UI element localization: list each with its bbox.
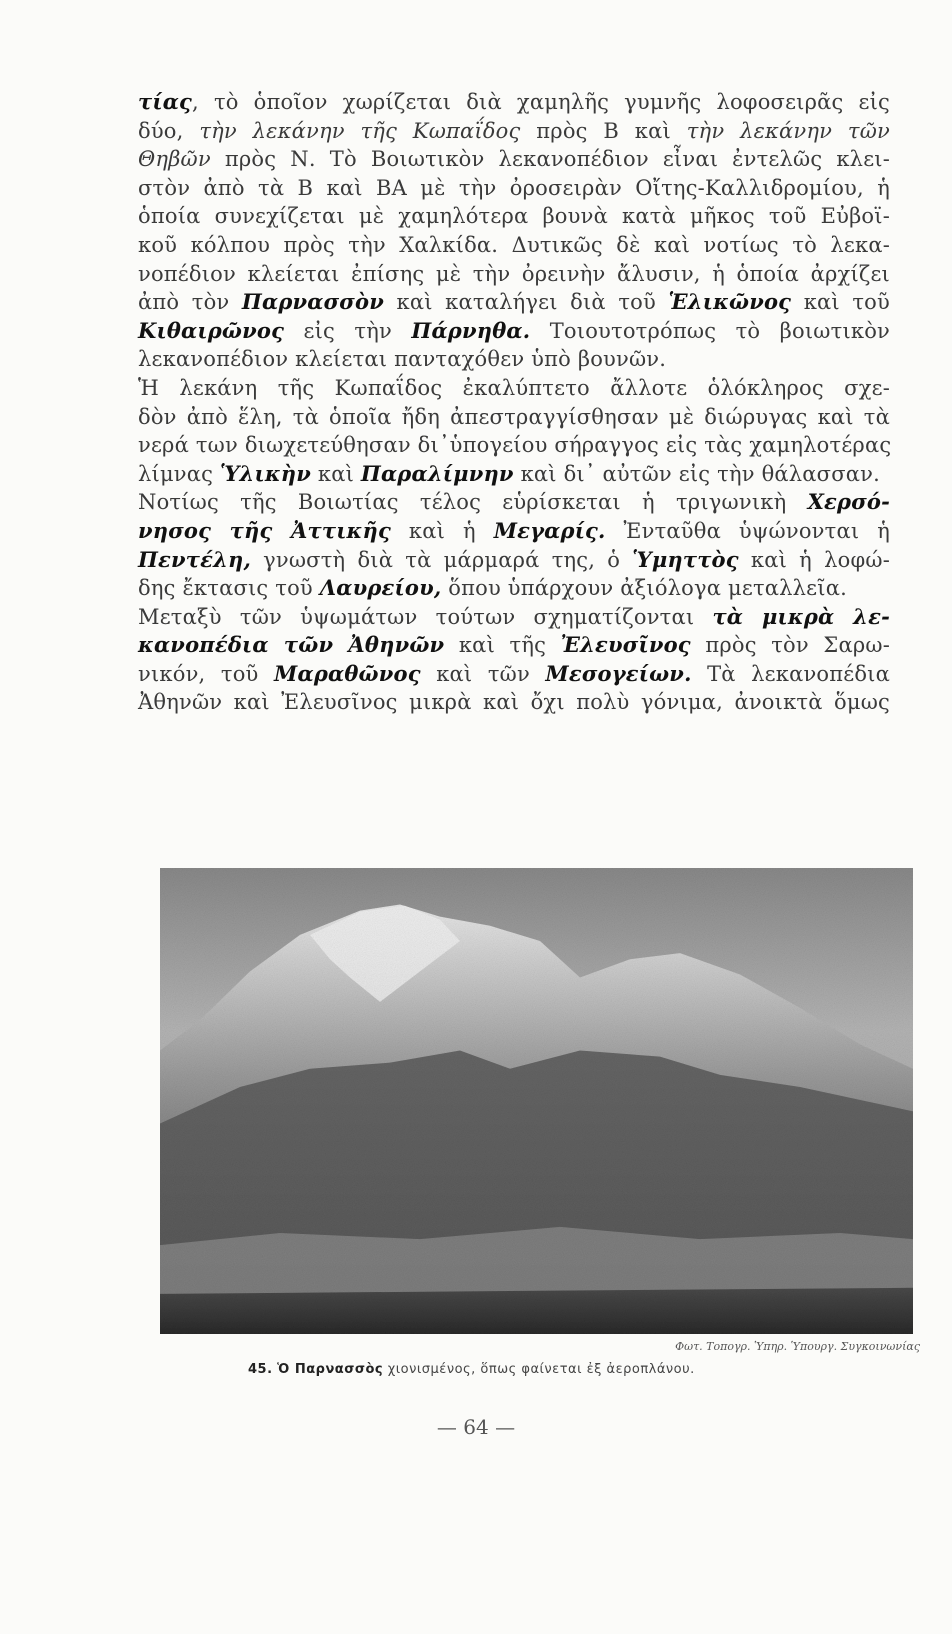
text-run: ὅπου ὑπάρχουν ἀξιόλογα μεταλλεῖα. [441, 576, 847, 601]
emphasized-term: Ἐλευσῖνος [560, 632, 691, 658]
text-line [138, 603, 890, 632]
photo-credit: Φωτ. Τοπογρ. Ὑπηρ. Ὑπουργ. Συγκοινωνίας [675, 1340, 920, 1353]
text-line [138, 460, 890, 489]
photo-figure [160, 868, 913, 1634]
text-line [138, 317, 890, 346]
text-run: κοῦ κόλπου πρὸς τὴν Χαλκίδα. Δυτικῶς δὲ καὶ νοτίως τὸ λεκα- [138, 232, 890, 257]
emphasized-term: τὴν λεκάνην τῆς Κωπαΐδος [199, 118, 521, 143]
text-run: καὶ [311, 461, 361, 486]
text-run: ἀπὸ τὸν [138, 290, 242, 315]
text-run: Ἐνταῦθα ὑψώνονται ἡ [605, 518, 890, 543]
text-run: δὸν ἀπὸ ἕλη, τὰ ὁποῖα ἤδη ἀπεστραγγίσθησαν μὲ διώρυγας καὶ τὰ [138, 404, 890, 429]
text-line [138, 488, 890, 517]
emphasized-term: Παρνασσὸν [241, 289, 384, 315]
emphasized-term: Μεγαρίς. [493, 517, 606, 543]
text-line [138, 345, 890, 374]
text-line [138, 117, 890, 146]
text-run: νικόν, τοῦ [138, 661, 275, 686]
emphasized-term: Παραλίμνην [360, 460, 514, 486]
text-run: λεκανοπέδιον κλείεται πανταχόθεν ὑπὸ βουνῶν. [138, 347, 667, 372]
text-run: λίμνας [138, 461, 220, 486]
emphasized-term: Χερσό- [807, 489, 890, 515]
text-line [138, 574, 890, 603]
text-run: καὶ ἡ λοφώ- [738, 547, 890, 572]
emphasized-term: Λαυρείου, [319, 575, 442, 601]
text-run: πρὸς Ν. Τὸ Βοιωτικὸν λεκανοπέδιον εἶναι ἐντελῶς κλει- [210, 147, 890, 172]
text-line [138, 374, 890, 403]
text-run: νερά των διωχετεύθησαν δι᾿ὑπογείου σήραγγος εἰς τὰς χαμηλοτέρας [138, 433, 892, 458]
text-run: καὶ τῆς [444, 633, 561, 658]
text-line [138, 660, 890, 689]
text-run: δης ἔκτασις τοῦ [138, 576, 320, 601]
text-run: εἰς τὴν [284, 318, 412, 343]
emphasized-term: τίας [138, 89, 193, 114]
text-run: Τοιουτοτρόπως τὸ βοιωτικὸν [530, 318, 891, 343]
figure-caption-text: χιονισμένος, ὅπως φαίνεται ἐξ ἀεροπλάνου. [387, 1362, 695, 1377]
emphasized-term: Ὑλικὴν [219, 460, 312, 486]
text-run: γνωστὴ διὰ τὰ μάρμαρά της, ὁ [250, 547, 633, 572]
text-run: δύο, [138, 118, 200, 143]
figure-number: 45. [248, 1362, 273, 1377]
text-run: Ἡ λεκάνη τῆς Κωπαΐδος ἐκαλύπτετο ἄλλοτε ὁλόκληρος σχε- [138, 375, 890, 400]
emphasized-term: κανοπέδια τῶν Ἀθηνῶν [138, 632, 445, 658]
text-run: καὶ ἡ [390, 518, 494, 543]
text-line [138, 431, 890, 460]
emphasized-term: τὰ μικρὰ λε- [712, 603, 890, 629]
text-run: νοπέδιον κλείεται ἐπίσης μὲ τὴν ὀρεινὴν ἄλυσιν, ἡ ὁποία ἀρχίζει [138, 261, 890, 286]
text-line [138, 288, 890, 317]
emphasized-term: Μαραθῶνος [274, 660, 421, 686]
mountain-photo [160, 868, 913, 1334]
figure-title: Ὁ Παρνασσὸς [277, 1362, 384, 1377]
emphasized-term: Ἑλικῶνος [668, 289, 792, 315]
text-line [138, 145, 890, 174]
text-run: πρὸς τὸν Σαρω- [690, 633, 891, 658]
emphasized-term: τὴν λεκάνην τῶν [686, 118, 891, 143]
figure-caption [248, 1362, 848, 1377]
text-run: , τὸ ὁποῖον χωρίζεται διὰ χαμηλῆς γυμνῆς λοφοσειρᾶς εἰς [192, 90, 890, 114]
text-run: καὶ καταλήγει διὰ τοῦ [383, 290, 669, 315]
emphasized-term: Πεντέλη, [138, 546, 251, 572]
text-run: καὶ τοῦ [791, 290, 890, 315]
emphasized-term: Θηβῶν [138, 147, 211, 172]
text-run: Μεταξὺ τῶν ὑψωμάτων τούτων σχηματίζονται [138, 604, 713, 629]
text-run: στὸν ἀπὸ τὰ Β καὶ ΒΑ μὲ τὴν ὀροσειρὰν Οἴτης-Καλλιδρομίου, ἡ [138, 175, 890, 200]
emphasized-term: νησος τῆς Ἀττικῆς [138, 517, 391, 543]
text-line [138, 202, 890, 231]
emphasized-term: Μεσογείων. [545, 660, 692, 686]
text-line [138, 546, 890, 575]
text-run: Νοτίως τῆς Βοιωτίας τέλος εὑρίσκεται ἡ τριγωνικὴ [138, 490, 808, 515]
page-number: — 64 — [436, 1415, 516, 1439]
emphasized-term: Κιθαιρῶνος [138, 317, 285, 343]
text-line [138, 631, 890, 660]
emphasized-term: Ὑμηττὸς [632, 546, 739, 572]
text-line [138, 174, 890, 203]
text-line [138, 688, 890, 717]
text-run: καὶ τῶν [420, 661, 546, 686]
text-line [138, 88, 890, 117]
text-line [138, 403, 890, 432]
emphasized-term: Πάρνηθα. [411, 317, 531, 343]
text-line [138, 517, 890, 546]
text-run: Ἀθηνῶν καὶ Ἐλευσῖνος μικρὰ καὶ ὄχι πολὺ γόνιμα, ἀνοικτὰ ὅμως [138, 690, 890, 715]
text-run: καὶ δι᾿ αὐτῶν εἰς τὴν θάλασσαν. [513, 461, 880, 486]
text-run: ὁποία συνεχίζεται μὲ χαμηλότερα βουνὰ κατὰ μῆκος τοῦ Εὐβοϊ- [138, 204, 890, 229]
text-line [138, 260, 890, 289]
body-text [138, 88, 890, 717]
text-run: Τὰ λεκανοπέδια [691, 661, 890, 686]
text-run: πρὸς Β καὶ [520, 118, 687, 143]
text-line [138, 231, 890, 260]
